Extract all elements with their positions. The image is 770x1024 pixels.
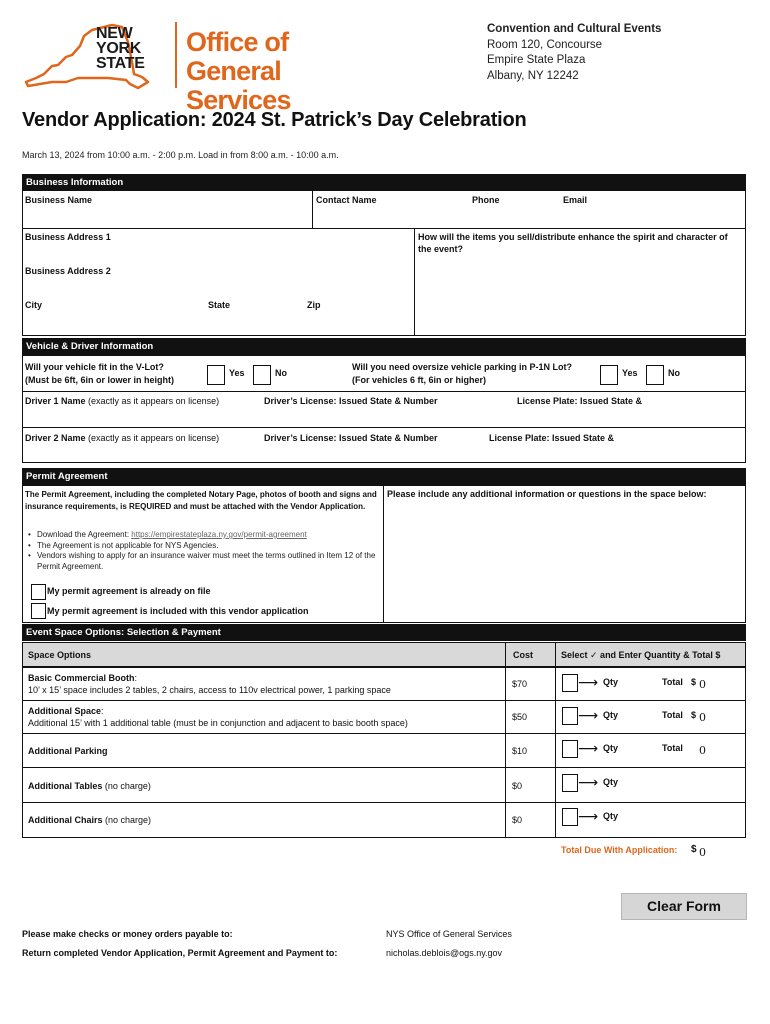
oversize-question: Will you need oversize vehicle parking in P-1N Lot? [352, 362, 572, 372]
oversize-yes-label: Yes [622, 368, 638, 378]
permit-included-checkbox[interactable] [31, 603, 46, 619]
col-select: Select ✓ and Enter Quantity & Total $ [561, 650, 721, 660]
logo-general-services: General Services [186, 56, 291, 115]
basic-booth-desc: 10’ x 15’ space includes 2 tables, 2 chairs, access to 110v electrical power, 1 parking space [28, 685, 391, 695]
basic-booth-cost: $70 [512, 679, 528, 689]
download-prefix: Download the Agreement: [37, 530, 132, 539]
address-line-city: Albany, NY 12242 [487, 69, 579, 82]
driver2-plate-field[interactable] [489, 433, 742, 461]
driver2-license-label: Driver’s License: Issued State & Number [264, 433, 438, 443]
address-line-room: Room 120, Concourse [487, 38, 603, 51]
logo-new: NEW [96, 25, 133, 42]
contact-name-field[interactable] [316, 195, 466, 226]
address1-label: Business Address 1 [25, 232, 111, 242]
oversize-no-label: No [668, 368, 680, 378]
phone-label: Phone [472, 195, 500, 205]
business-name-field[interactable] [25, 195, 310, 226]
additional-space-cost: $50 [512, 712, 528, 722]
total-due-dollar: $ [691, 844, 697, 855]
additional-parking-name: Additional Parking [28, 746, 108, 756]
additional-chairs-note: (no charge) [102, 815, 152, 825]
driver1-name-label: Driver 1 Name [25, 396, 86, 406]
additional-parking-checkbox[interactable] [562, 740, 578, 758]
driver2-note: (exactly as it appears on license) [85, 433, 220, 443]
basic-booth-colon: : [134, 673, 138, 683]
arrow-right-icon: ⟶ [578, 674, 599, 690]
enhance-question-label: How will the items you sell/distribute enhance the spirit and character of the event? [418, 232, 728, 254]
additional-space-name: Additional Space [28, 706, 102, 716]
additional-parking-cost: $10 [512, 746, 528, 756]
driver2-name-label: Driver 2 Name [25, 433, 86, 443]
driver1-plate-label: License Plate: Issued State & [517, 396, 643, 406]
option-additional-chairs [28, 815, 151, 825]
additional-tables-cost: $0 [512, 781, 523, 791]
address2-field[interactable] [25, 266, 410, 296]
basic-booth-checkbox[interactable] [562, 674, 578, 692]
vlot-yes-checkbox[interactable] [207, 365, 225, 385]
enhance-field[interactable] [418, 231, 743, 333]
address1-field[interactable] [25, 232, 410, 262]
driver2-plate-label: License Plate: Issued State & [489, 433, 615, 443]
total-due-value[interactable]: 0 [699, 846, 706, 859]
page-subtitle: March 13, 2024 from 10:00 a.m. - 2:00 p.m. Load in from 8:00 a.m. - 10:00 a.m. [22, 150, 339, 160]
page-title: Vendor Application: 2024 St. Patrick’s Day Celebration [22, 109, 527, 131]
oversize-yes-checkbox[interactable] [600, 365, 618, 385]
total-due-label: Total Due With Application: [561, 845, 678, 855]
section-vehicle-bar: Vehicle & Driver Information [22, 338, 746, 355]
additional-parking-qty-input[interactable] [620, 740, 656, 758]
option-additional-parking [28, 746, 108, 756]
zip-label: Zip [307, 300, 321, 310]
additional-parking-total-label: Total [662, 743, 683, 753]
logo-state: STATE [96, 55, 145, 72]
driver1-license-field[interactable] [264, 396, 509, 424]
additional-tables-checkbox[interactable] [562, 774, 578, 792]
additional-space-qty-label: Qty [603, 710, 619, 720]
additional-parking-qty-label: Qty [603, 743, 619, 753]
additional-space-checkbox[interactable] [562, 707, 578, 725]
oversize-note: (For vehicles 6 ft, 6in or higher) [352, 374, 487, 385]
arrow-right-icon: ⟶ [578, 774, 599, 790]
logo-office-of: Office of [186, 27, 289, 57]
col-cost: Cost [513, 650, 533, 660]
additional-space-qty-input[interactable] [620, 707, 656, 725]
additional-chairs-name: Additional Chairs [28, 815, 103, 825]
city-label: City [25, 300, 43, 310]
business-name-label: Business Name [25, 195, 93, 205]
option-additional-space [28, 705, 498, 729]
permit-on-file-checkbox[interactable] [31, 584, 46, 600]
section-permit-bar: Permit Agreement [22, 468, 746, 485]
additional-tables-name: Additional Tables [28, 781, 103, 791]
additional-space-colon: : [101, 706, 104, 716]
arrow-right-icon: ⟶ [578, 808, 599, 824]
basic-booth-qty-label: Qty [603, 677, 619, 687]
additional-chairs-qty-label: Qty [603, 811, 619, 821]
arrow-right-icon: ⟶ [578, 740, 599, 756]
option-basic-booth [28, 672, 498, 696]
permit-bullets [28, 530, 376, 572]
permit-intro: The Permit Agreement, including the completed Notary Page, photos of booth and signs and insurance requirements, is REQUIRED and must be attached with the Vendor Application. [25, 490, 377, 511]
additional-space-total-value[interactable]: 0 [699, 711, 706, 724]
address-line-plaza: Empire State Plaza [487, 54, 586, 66]
city-field[interactable] [25, 300, 205, 332]
checks-payable-value: NYS Office of General Services [386, 929, 512, 939]
additional-parking-total-value[interactable]: 0 [699, 744, 706, 757]
driver2-name-field[interactable] [25, 433, 260, 461]
permit-bullet-download [28, 530, 376, 541]
permit-bullet-waiver: • Vendors wishing to apply for an insurance waiver must meet the terms outlined in Item 12 of the Permit Agreement. [28, 551, 376, 572]
driver2-license-field[interactable] [264, 433, 484, 461]
driver1-name-field[interactable] [25, 396, 260, 424]
email-label: Email [563, 195, 588, 205]
basic-booth-total-value[interactable]: 0 [699, 678, 706, 691]
additional-space-desc: Additional 15’ with 1 additional table (must be in conjunction and adjacent to basic booth space) [28, 718, 408, 728]
vlot-yes-label: Yes [229, 368, 245, 378]
permit-agreement-link[interactable]: https://empirestateplaza.ny.gov/permit-agreement [131, 530, 307, 539]
permit-on-file-label: My permit agreement is already on file [47, 586, 211, 596]
additional-chairs-cost: $0 [512, 815, 523, 825]
return-to-email[interactable]: nicholas.deblois@ogs.ny.gov [386, 948, 503, 958]
additional-chairs-qty-input[interactable] [620, 808, 656, 826]
nys-logo [22, 18, 392, 115]
col-space-options: Space Options [28, 650, 92, 660]
basic-booth-total-dollar: $ [691, 677, 697, 687]
section-business-bar: Business Information [22, 174, 746, 191]
additional-space-total-dollar: $ [691, 710, 697, 720]
return-to-label: Return completed Vendor Application, Permit Agreement and Payment to: [22, 948, 338, 958]
permit-bullet-agencies: • The Agreement is not applicable for NYS Agencies. [28, 541, 376, 552]
phone-field[interactable] [472, 195, 557, 226]
oversize-no-checkbox[interactable] [646, 365, 664, 385]
header-address [487, 22, 661, 84]
additional-tables-note: (no charge) [102, 781, 151, 791]
additional-tables-qty-label: Qty [603, 777, 619, 787]
zip-field[interactable] [307, 300, 410, 332]
additional-chairs-checkbox[interactable] [562, 808, 578, 826]
basic-booth-name: Basic Commercial Booth [28, 673, 135, 683]
vlot-no-label: No [275, 368, 287, 378]
basic-booth-total-label: Total [662, 677, 683, 687]
option-additional-tables [28, 781, 151, 791]
vlot-height-note: (Must be 6ft, 6in or lower in height) [25, 374, 175, 385]
additional-info-field[interactable] [387, 489, 743, 619]
state-field[interactable] [208, 300, 303, 332]
basic-booth-qty-input[interactable] [620, 674, 656, 692]
additional-tables-qty-input[interactable] [620, 774, 656, 792]
driver1-license-label: Driver’s License: Issued State & Number [264, 396, 438, 406]
additional-space-total-label: Total [662, 710, 683, 720]
address-line-dept: Convention and Cultural Events [487, 23, 662, 35]
driver1-note: (exactly as it appears on license) [85, 396, 220, 406]
logo-divider [175, 22, 177, 88]
additional-info-label: Please include any additional information or questions in the space below: [387, 489, 707, 499]
permit-included-label: My permit agreement is included with this vendor application [47, 606, 309, 616]
vlot-question: Will your vehicle fit in the V-Lot? [25, 362, 164, 372]
clear-form-button[interactable]: Clear Form [621, 893, 747, 920]
email-field[interactable] [563, 195, 743, 226]
state-label: State [208, 300, 231, 310]
contact-name-label: Contact Name [316, 195, 377, 205]
address2-label: Business Address 2 [25, 266, 111, 276]
driver1-plate-field[interactable] [517, 396, 742, 424]
section-event-space-bar: Event Space Options: Selection & Payment [22, 624, 746, 641]
logo-york: YORK [96, 40, 142, 57]
vlot-no-checkbox[interactable] [253, 365, 271, 385]
arrow-right-icon: ⟶ [578, 707, 599, 723]
checks-payable-label: Please make checks or money orders payable to: [22, 929, 233, 939]
